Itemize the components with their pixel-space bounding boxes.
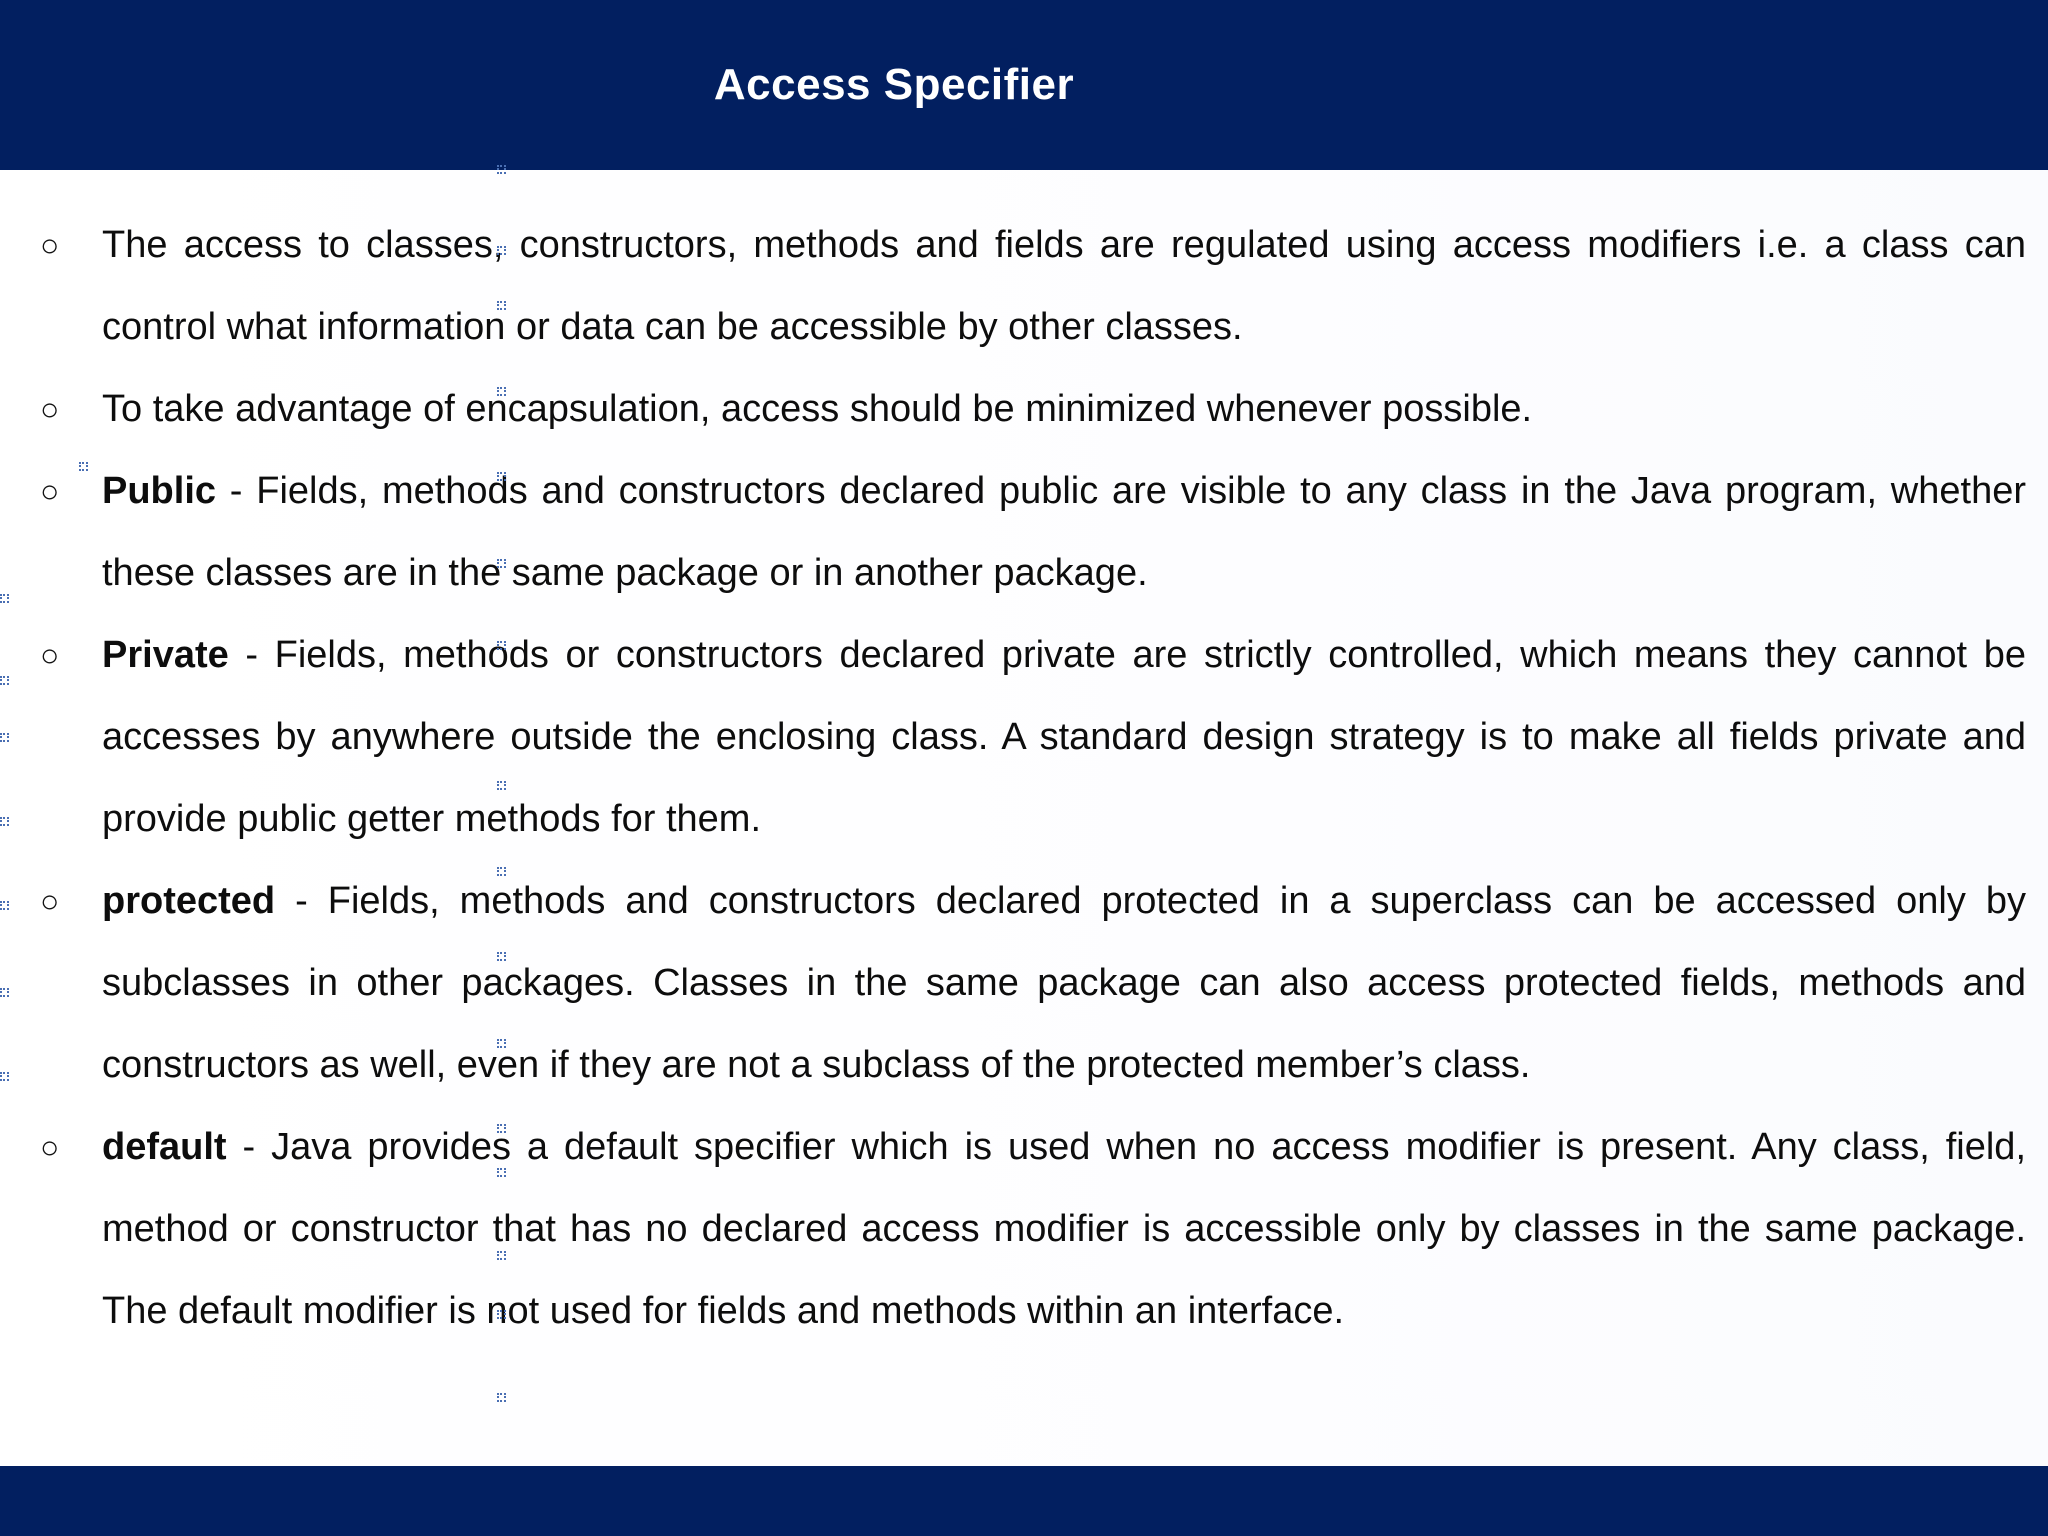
selection-handle-icon <box>497 1251 506 1260</box>
selection-handle-icon <box>497 559 506 568</box>
bullet-item-default <box>0 1106 2048 1352</box>
selection-handle-icon <box>0 817 9 826</box>
bullet-term: Private <box>102 634 229 676</box>
bullet-text: To take advantage of encapsulation, access should be minimized whenever possible. <box>102 388 1533 430</box>
selection-handle-icon <box>497 387 506 396</box>
selection-handle-icon <box>497 1124 506 1133</box>
bullet-circle-icon: ○ <box>40 227 60 263</box>
bullet-item-encapsulation <box>0 368 2048 450</box>
selection-handle-icon <box>79 462 88 471</box>
bullet-term: Public <box>102 470 217 512</box>
bullet-circle-icon: ○ <box>40 1129 60 1165</box>
bullet-item-protected <box>0 860 2048 1106</box>
selection-handle-icon <box>0 594 9 603</box>
bullet-item-private <box>0 614 2048 860</box>
selection-handle-icon <box>0 901 9 910</box>
bullet-text: The access to classes, constructors, methods and fields are regulated using access modifiers i.e. a class can control what information or data can be accessible by other classes. <box>102 224 2026 348</box>
bullet-term: default <box>102 1126 227 1168</box>
bullet-item-access-intro <box>0 204 2048 368</box>
bullet-circle-icon: ○ <box>40 473 60 509</box>
bullet-text: - Java provides a default specifier which is used when no access modifier is present. Any class, field, method or constructor that has no declared access modifier is accessible only by classes in the same package. The default modifier is not used for fields and methods within an interface. <box>102 1126 2026 1332</box>
slide-title: Access Specifier <box>713 60 1075 109</box>
selection-handle-icon <box>497 1393 506 1402</box>
selection-handle-icon <box>497 1168 506 1177</box>
bullet-text: - Fields, methods and constructors declared public are visible to any class in the Java program, whether these classes are in the same package or in another package. <box>102 470 2026 594</box>
selection-handle-icon <box>497 246 506 255</box>
selection-handle-icon <box>497 1310 506 1319</box>
bullet-circle-icon: ○ <box>40 391 60 427</box>
selection-handle-icon <box>497 301 506 310</box>
bullet-list <box>0 204 2048 1352</box>
selection-handle-icon <box>497 781 506 790</box>
bullet-text: - Fields, methods and constructors declared protected in a superclass can be accessed only by subclasses in other packages. Classes in the same package can also access protected fields, methods and constructors as well, even if they are not a subclass of the protected member’s class. <box>102 880 2026 1086</box>
bullet-circle-icon: ○ <box>40 883 60 919</box>
selection-handle-icon <box>0 733 9 742</box>
bullet-text: - Fields, methods or constructors declared private are strictly controlled, which means they cannot be accesses by anywhere outside the enclosing class. A standard design strategy is to make all fields private and provide public getter methods for them. <box>102 634 2026 840</box>
bullet-item-public <box>0 450 2048 614</box>
selection-handle-icon <box>497 641 506 650</box>
selection-handle-icon <box>497 952 506 961</box>
bullet-circle-icon: ○ <box>40 637 60 673</box>
selection-handle-icon <box>0 1072 9 1081</box>
bullet-term: protected <box>102 880 276 922</box>
selection-handle-icon <box>497 1039 506 1048</box>
selection-handle-icon <box>0 988 9 997</box>
selection-handle-icon <box>497 165 506 174</box>
footer-bar <box>0 1466 2048 1536</box>
selection-handle-icon <box>497 867 506 876</box>
selection-handle-icon <box>0 676 9 685</box>
selection-handle-icon <box>497 472 506 481</box>
